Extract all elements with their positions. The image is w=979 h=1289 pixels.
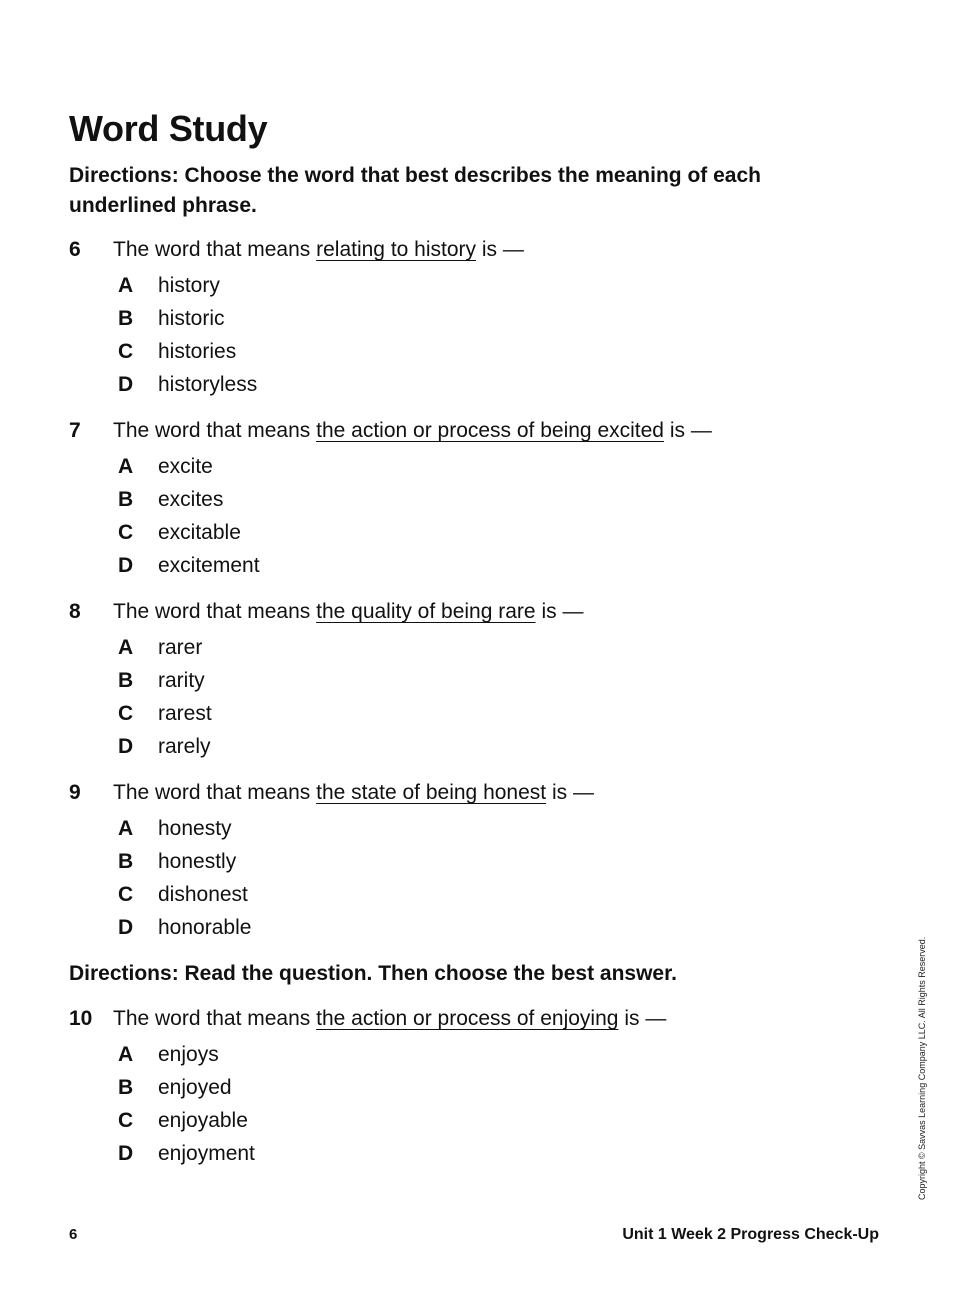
option-text: excitable xyxy=(158,521,241,544)
question-suffix: is — xyxy=(551,781,594,804)
option-text: excites xyxy=(158,488,224,511)
option-text: histories xyxy=(158,340,237,363)
answer-option-d[interactable] xyxy=(69,913,899,946)
underlined-phrase: relating to history xyxy=(316,238,477,261)
option-letter: B xyxy=(118,488,134,511)
option-text: rarely xyxy=(158,735,211,758)
underlined-phrase: the quality of being rare xyxy=(316,600,536,623)
option-letter: A xyxy=(118,817,134,840)
answer-option-b[interactable] xyxy=(69,304,899,337)
option-letter: D xyxy=(118,735,134,758)
option-text: excite xyxy=(158,455,213,478)
option-text: honesty xyxy=(158,817,232,840)
underlined-phrase: the state of being honest xyxy=(316,781,547,804)
answer-option-a[interactable] xyxy=(69,814,899,847)
answer-option-c[interactable] xyxy=(69,518,899,551)
answer-option-b[interactable] xyxy=(69,1073,899,1106)
option-letter: C xyxy=(118,702,134,725)
question-stem xyxy=(69,778,899,814)
question-prefix: The word that means xyxy=(113,781,311,804)
option-text: honestly xyxy=(158,850,237,873)
question-number: 10 xyxy=(69,1007,93,1030)
question-10 xyxy=(69,1004,899,1172)
answer-option-c[interactable] xyxy=(69,880,899,913)
question-7 xyxy=(69,416,899,584)
option-letter: D xyxy=(118,1142,134,1165)
answer-option-c[interactable] xyxy=(69,1106,899,1139)
answer-options xyxy=(69,271,899,403)
option-text: enjoyed xyxy=(158,1076,232,1099)
option-text: history xyxy=(158,274,220,297)
underlined-phrase: the action or process of being excited xyxy=(316,419,664,442)
underlined-phrase: the action or process of enjoying xyxy=(316,1007,619,1030)
question-8 xyxy=(69,597,899,765)
question-stem xyxy=(69,416,899,452)
answer-option-c[interactable] xyxy=(69,337,899,370)
option-letter: A xyxy=(118,1043,134,1066)
question-9 xyxy=(69,778,899,946)
option-text: enjoyment xyxy=(158,1142,255,1165)
option-text: enjoyable xyxy=(158,1109,248,1132)
question-number: 6 xyxy=(69,238,81,261)
question-suffix: is — xyxy=(669,419,712,442)
answer-option-a[interactable] xyxy=(69,452,899,485)
answer-option-b[interactable] xyxy=(69,666,899,699)
option-letter: D xyxy=(118,916,134,939)
answer-option-a[interactable] xyxy=(69,633,899,666)
question-stem xyxy=(69,597,899,633)
option-text: rarer xyxy=(158,636,203,659)
option-letter: D xyxy=(118,554,134,577)
option-letter: C xyxy=(118,883,134,906)
answer-option-c[interactable] xyxy=(69,699,899,732)
answer-option-b[interactable] xyxy=(69,485,899,518)
answer-option-b[interactable] xyxy=(69,847,899,880)
option-text: enjoys xyxy=(158,1043,219,1066)
option-letter: B xyxy=(118,850,134,873)
option-text: excitement xyxy=(158,554,260,577)
directions-choose-word: Directions: Choose the word that best describes the meaning of each underlined phrase. xyxy=(69,164,761,217)
option-text: honorable xyxy=(158,916,252,939)
question-6 xyxy=(69,235,899,403)
option-letter: B xyxy=(118,1076,134,1099)
footer-page-number: 6 xyxy=(69,1226,78,1243)
option-text: dishonest xyxy=(158,883,248,906)
question-prefix: The word that means xyxy=(113,1007,311,1030)
footer-title: Unit 1 Week 2 Progress Check-Up xyxy=(622,1226,879,1243)
option-text: rarity xyxy=(158,669,205,692)
question-suffix: is — xyxy=(624,1007,667,1030)
question-stem xyxy=(69,235,899,271)
question-prefix: The word that means xyxy=(113,600,311,623)
answer-options xyxy=(69,633,899,765)
option-text: historyless xyxy=(158,373,258,396)
answer-option-d[interactable] xyxy=(69,370,899,403)
answer-option-d[interactable] xyxy=(69,732,899,765)
answer-options xyxy=(69,1040,899,1172)
answer-option-d[interactable] xyxy=(69,551,899,584)
option-text: historic xyxy=(158,307,225,330)
question-suffix: is — xyxy=(481,238,524,261)
answer-options xyxy=(69,452,899,584)
question-stem xyxy=(69,1004,899,1040)
question-number: 9 xyxy=(69,781,81,804)
option-letter: B xyxy=(118,307,134,330)
answer-option-a[interactable] xyxy=(69,1040,899,1073)
question-number: 7 xyxy=(69,419,81,442)
question-number: 8 xyxy=(69,600,81,623)
answer-option-a[interactable] xyxy=(69,271,899,304)
option-text: rarest xyxy=(158,702,212,725)
page-title: Word Study xyxy=(69,108,268,149)
option-letter: D xyxy=(118,373,134,396)
copyright-notice: Copyright © Savvas Learning Company LLC. All Rights Reserved. xyxy=(917,936,927,1200)
option-letter: A xyxy=(118,274,134,297)
option-letter: C xyxy=(118,521,134,544)
question-prefix: The word that means xyxy=(113,238,311,261)
option-letter: A xyxy=(118,636,134,659)
option-letter: C xyxy=(118,1109,134,1132)
option-letter: A xyxy=(118,455,134,478)
question-suffix: is — xyxy=(541,600,584,623)
option-letter: B xyxy=(118,669,134,692)
option-letter: C xyxy=(118,340,134,363)
directions-read-question: Directions: Read the question. Then choose the best answer. xyxy=(69,962,677,985)
question-prefix: The word that means xyxy=(113,419,311,442)
answer-option-d[interactable] xyxy=(69,1139,899,1172)
answer-options xyxy=(69,814,899,946)
